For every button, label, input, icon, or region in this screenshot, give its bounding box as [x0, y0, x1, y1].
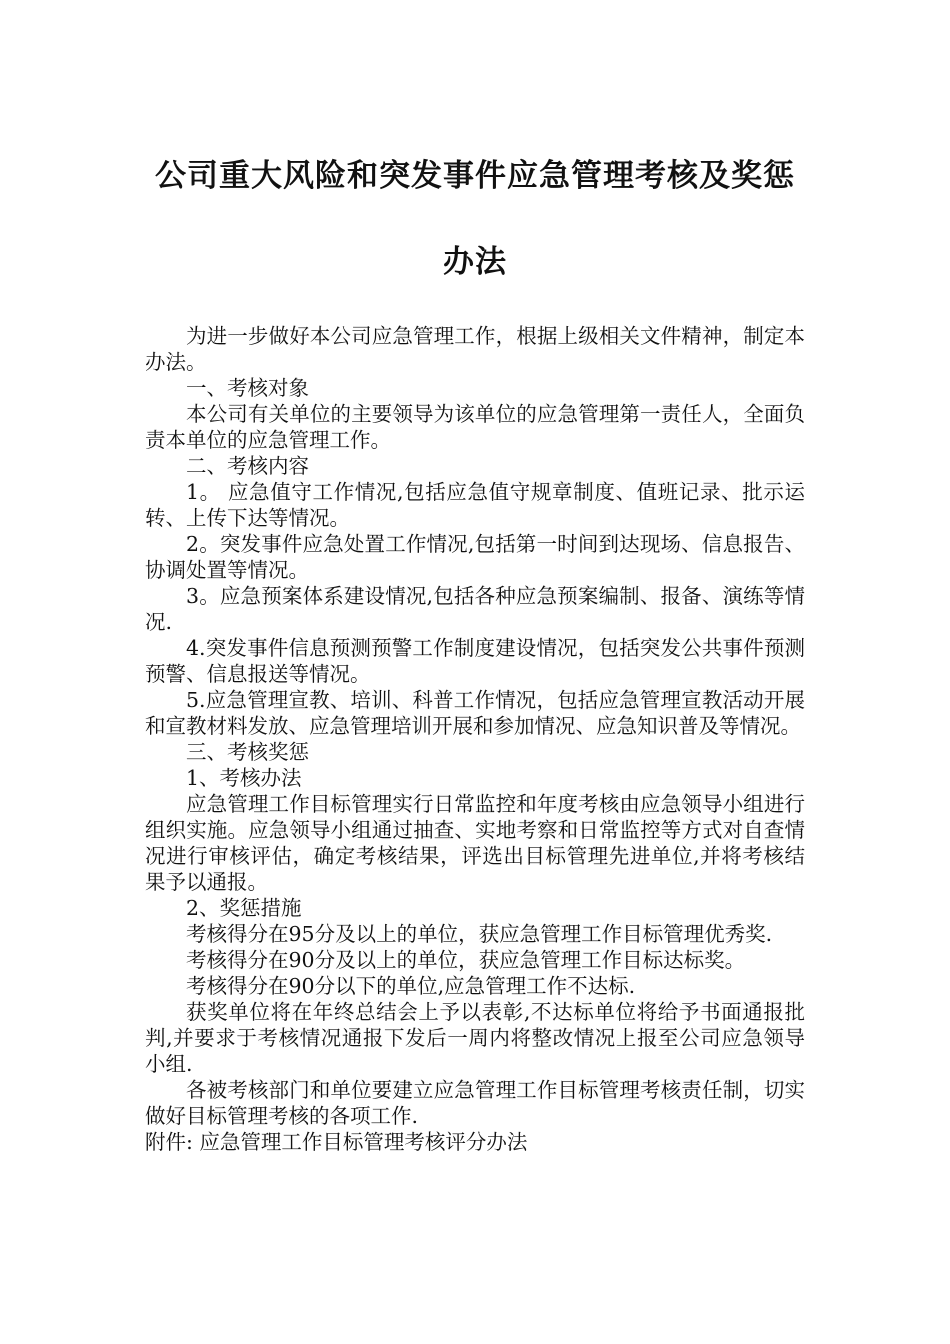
list-item: 2。突发事件应急处置工作情况,包括第一时间到达现场、信息报告、协调处置等情况。 — [145, 532, 805, 582]
subsection-heading: 1、考核办法 — [186, 766, 302, 790]
section-heading-2: 二、考核内容 — [186, 454, 309, 478]
section-heading-3: 三、考核奖惩 — [186, 740, 309, 764]
document-title-line2: 办法 — [443, 244, 507, 280]
paragraph: 本公司有关单位的主要领导为该单位的应急管理第一责任人，全面负责本单位的应急管理工作。 — [145, 402, 805, 452]
paragraph-intro: 为进一步做好本公司应急管理工作，根据上级相关文件精神，制定本办法。 — [145, 324, 805, 374]
list-item: 4.突发事件信息预测预警工作制度建设情况，包括突发公共事件预测预警、信息报送等情况。 — [145, 636, 805, 686]
paragraph: 考核得分在95分及以上的单位，获应急管理工作目标管理优秀奖. — [186, 922, 773, 946]
paragraph: 各被考核部门和单位要建立应急管理工作目标管理考核责任制，切实做好目标管理考核的各项工作. — [145, 1078, 805, 1128]
attachment-note: 附件: 应急管理工作目标管理考核评分办法 — [145, 1130, 528, 1154]
section-heading-1: 一、考核对象 — [186, 376, 309, 400]
list-item: 3。应急预案体系建设情况,包括各种应急预案编制、报备、演练等情况. — [145, 584, 805, 634]
paragraph: 考核得分在90分及以上的单位，获应急管理工作目标达标奖。 — [186, 948, 746, 972]
list-item: 1。 应急值守工作情况,包括应急值守规章制度、值班记录、批示运转、上传下达等情况。 — [145, 480, 805, 530]
paragraph: 获奖单位将在年终总结会上予以表彰,不达标单位将给予书面通报批判,并要求于考核情况通报下发后一周内将整改情况上报至公司应急领导小组. — [145, 1000, 805, 1076]
document-title-line1: 公司重大风险和突发事件应急管理考核及奖惩 — [155, 158, 795, 194]
paragraph: 考核得分在90分以下的单位,应急管理工作不达标. — [186, 974, 636, 998]
subsection-heading: 2、奖惩措施 — [186, 896, 302, 920]
list-item: 5.应急管理宣教、培训、科普工作情况，包括应急管理宣教活动开展和宣教材料发放、应急管理培训开展和参加情况、应急知识普及等情况。 — [145, 688, 805, 738]
document-body — [145, 323, 805, 1155]
paragraph: 应急管理工作目标管理实行日常监控和年度考核由应急领导小组进行组织实施。应急领导小组通过抽查、实地考察和日常监控等方式对自查情况进行审核评估，确定考核结果，评选出目标管理先进单位,并将考核结果予以通报。 — [145, 792, 805, 894]
